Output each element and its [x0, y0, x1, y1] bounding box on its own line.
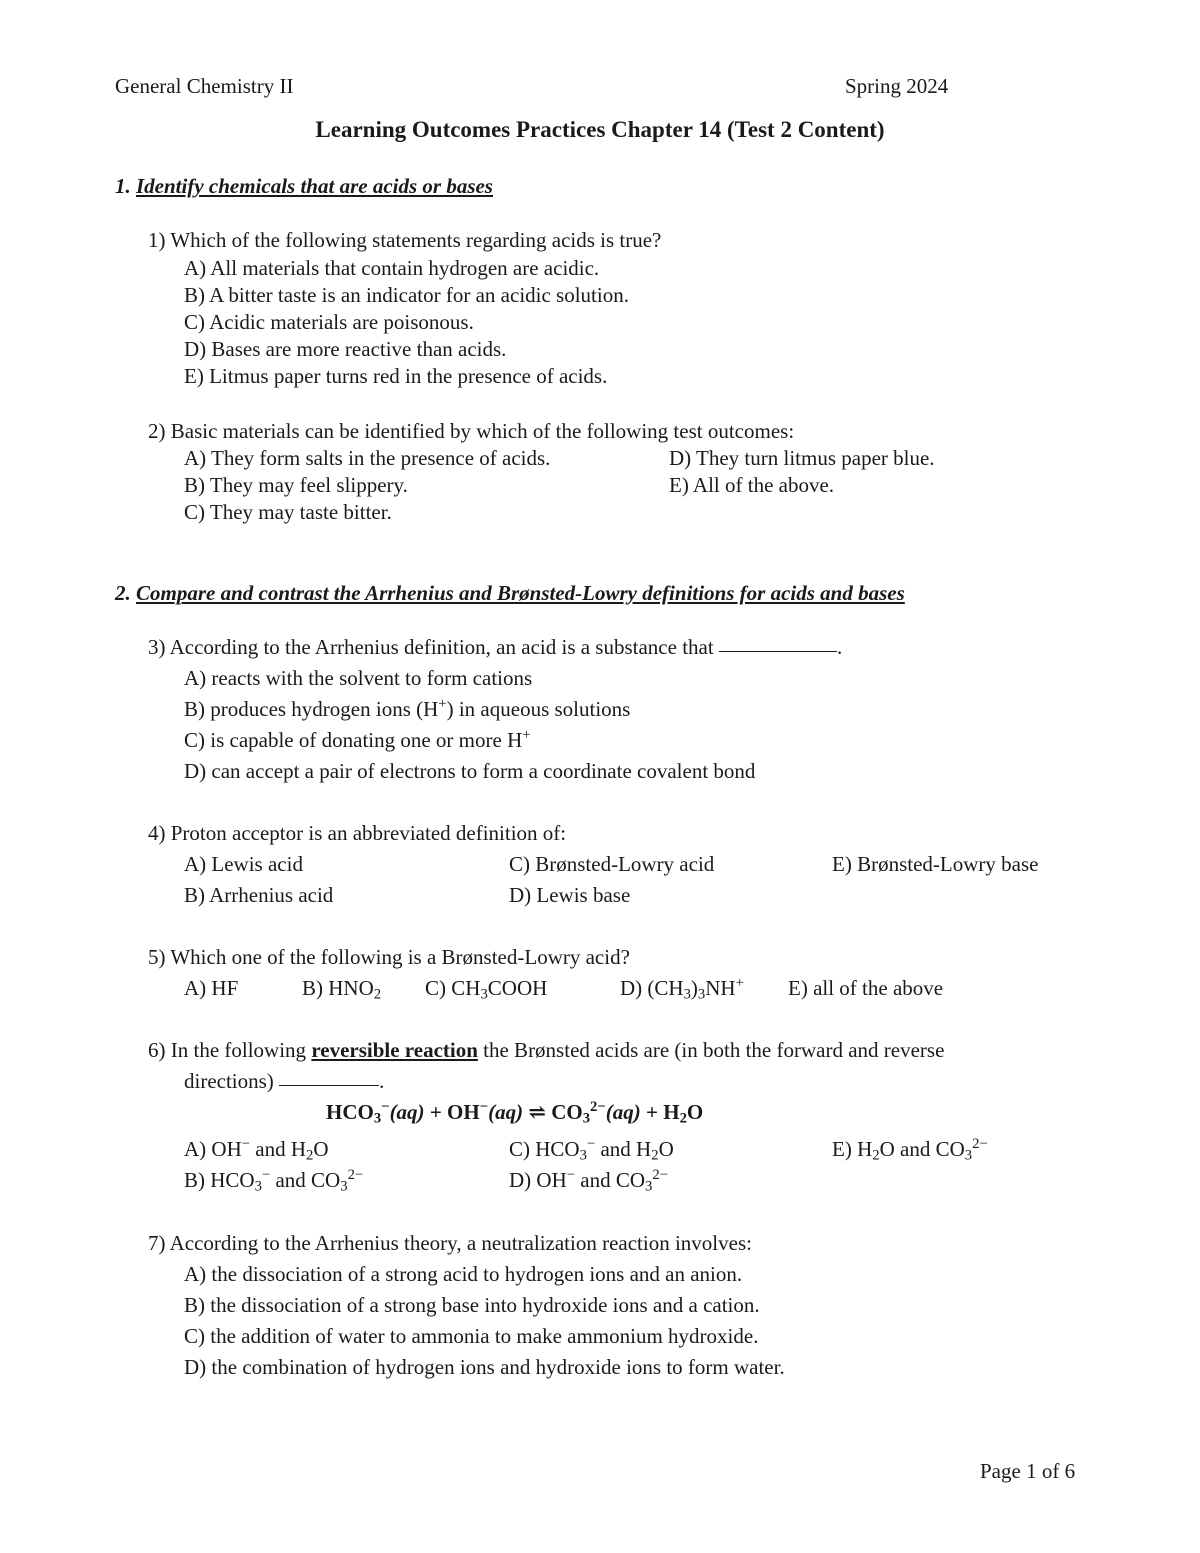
q3-stem-line [148, 637, 842, 658]
q3-stem: 3) According to the Arrhenius definition, an acid is a substance that [148, 635, 714, 659]
q6-option-e: E) $H_2O$ and $CO_3^{2-}$ [832, 1135, 988, 1164]
q7-option-b: B) the dissociation of a strong base into hydroxide ions and a cation. [184, 1293, 760, 1317]
q2-option-e: E) All of the above. [669, 473, 835, 497]
q1-option-b: B) A bitter taste is an indicator for an acidic solution. [184, 283, 629, 307]
q4-option-d: D) Lewis base [509, 883, 631, 907]
q7-option-d: D) the combination of hydrogen ions and hydroxide ions to form water. [184, 1355, 785, 1379]
section-2-title: Compare and contrast the Arrhenius and Brønsted-Lowry definitions for acids and bases [136, 581, 905, 605]
q3-option-c: C) is capable of donating one or more H+ [184, 726, 531, 752]
q1-option-c: C) Acidic materials are poisonous. [184, 310, 474, 334]
q6-option-c: C) $HCO_3^-$ and $H_2O$ [509, 1135, 674, 1164]
q5-option-b: B) $HNO_2$ [302, 976, 382, 1003]
q6-stem-line2: directions) . [184, 1069, 385, 1093]
q5-option-a: A) HF [184, 976, 239, 1000]
q6-equation: $HCO_3^-(aq) + OH^-(aq)$ ⇌ $CO_3^{2-}(aq) + H_2O$ [326, 1098, 704, 1127]
q2-option-a: A) They form salts in the presence of acids. [184, 446, 551, 470]
section-1-title: Identify chemicals that are acids or bases [136, 174, 493, 198]
term: Spring 2024 [845, 74, 949, 98]
section-1-heading [115, 176, 493, 197]
page-number: Page 1 of 6 [980, 1459, 1076, 1483]
q7-option-c: C) the addition of water to ammonia to make ammonium hydroxide. [184, 1324, 759, 1348]
q4-option-b: B) Arrhenius acid [184, 883, 334, 907]
q2-option-b: B) They may feel slippery. [184, 473, 408, 497]
page-title: Learning Outcomes Practices Chapter 14 (Test 2 Content) [315, 117, 885, 142]
q3-stem-end: . [836, 635, 843, 659]
q5-option-d: D) $(CH_3)_3NH^+$ [620, 974, 744, 1003]
q6-stem-line1: 6) In the following reversible reaction the Brønsted acids are (in both the forward and reverse [148, 1038, 945, 1062]
q1-stem: 1) Which of the following statements regarding acids is true? [148, 228, 662, 252]
q6-option-a: A) OH− and $H_2O$ [184, 1135, 329, 1164]
q7-option-a: A) the dissociation of a strong acid to hydrogen ions and an anion. [184, 1262, 743, 1286]
section-1-number: 1. [115, 174, 131, 198]
q6-answer-blank [279, 1084, 379, 1086]
q1-option-d: D) Bases are more reactive than acids. [184, 337, 507, 361]
q4-option-c: C) Brønsted-Lowry acid [509, 852, 715, 876]
q2-option-c: C) They may taste bitter. [184, 500, 392, 524]
q1-option-e: E) Litmus paper turns red in the presence of acids. [184, 364, 608, 388]
q4-option-e: E) Brønsted-Lowry base [832, 852, 1039, 876]
section-2-number: 2. [115, 581, 131, 605]
q3-answer-blank [719, 650, 837, 652]
q5-stem: 5) Which one of the following is a Brønsted-Lowry acid? [148, 945, 630, 969]
q6-emphasis: reversible reaction [311, 1038, 478, 1062]
course-name: General Chemistry II [115, 74, 294, 98]
q3-option-b: B) produces hydrogen ions (H+) in aqueous solutions [184, 695, 631, 721]
q5-option-c: C) $CH_3COOH$ [425, 976, 548, 1003]
q6-option-d: D) OH− and $CO_3^{2-}$ [509, 1166, 669, 1195]
q5-option-e: E) all of the above [788, 976, 944, 1000]
q6-option-b: B) $HCO_3^-$ and $CO_3^{2-}$ [184, 1166, 364, 1195]
q2-stem: 2) Basic materials can be identified by which of the following test outcomes: [148, 419, 795, 443]
q3-option-d: D) can accept a pair of electrons to form a coordinate covalent bond [184, 759, 756, 783]
q4-option-a: A) Lewis acid [184, 852, 303, 876]
section-2-heading [115, 583, 905, 604]
q4-stem: 4) Proton acceptor is an abbreviated definition of: [148, 821, 567, 845]
q1-option-a: A) All materials that contain hydrogen are acidic. [184, 256, 600, 280]
q3-option-a: A) reacts with the solvent to form cations [184, 666, 533, 690]
q7-stem: 7) According to the Arrhenius theory, a neutralization reaction involves: [148, 1231, 752, 1255]
equilibrium-arrow-icon: ⇌ [523, 1100, 552, 1124]
q2-option-d: D) They turn litmus paper blue. [669, 446, 935, 470]
